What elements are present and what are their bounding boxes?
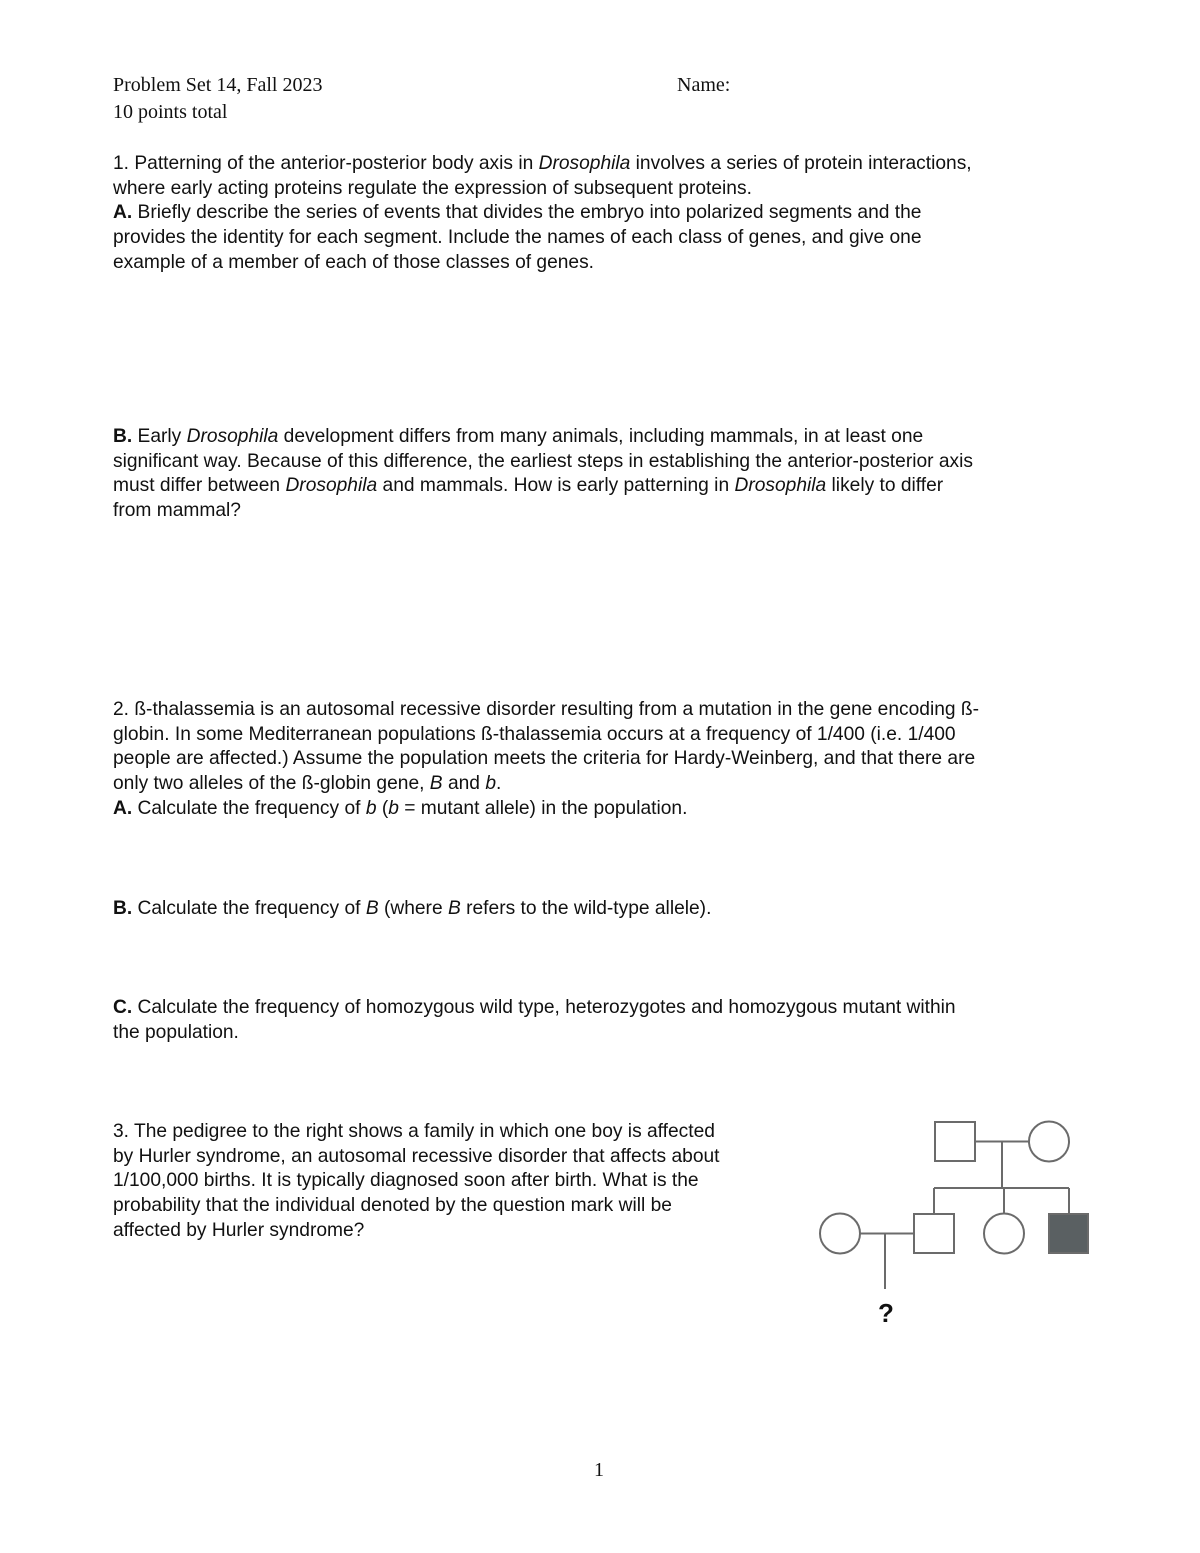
q2-line2: globin. In some Mediterranean populations ß-thalassemia occurs at a frequency of 1/400 (i.e. 1/400 xyxy=(113,723,956,745)
question-2 xyxy=(113,698,1098,822)
q1-intro-line1: 1. Patterning of the anterior-posterior body axis in Drosophila involves a series of protein interactions, xyxy=(113,153,972,174)
question-2c xyxy=(113,996,1098,1045)
q2a-line: A. Calculate the frequency of b (b = mutant allele) in the population. xyxy=(113,797,688,819)
q1b-line1: B. Early Drosophila development differs from many animals, including mammals, in at least one xyxy=(113,426,924,447)
q2c-line1: C. Calculate the frequency of homozygous wild type, heterozygotes and homozygous mutant within xyxy=(113,997,956,1018)
grandmother-female-circle xyxy=(1029,1122,1069,1162)
question-2b xyxy=(113,897,1098,922)
q2-line3: people are affected.) Assume the population meets the criteria for Hardy-Weinberg, and that there are xyxy=(113,748,976,770)
q1-intro-line2: where early acting proteins regulate the expression of subsequent proteins. xyxy=(113,177,752,199)
q1b-line4: from mammal? xyxy=(113,500,241,522)
q1b-line3: must differ between Drosophila and mammals. How is early patterning in Drosophila likely to differ xyxy=(113,475,944,497)
part-a-label: A. xyxy=(113,202,133,224)
part-b-label: B. xyxy=(113,426,133,447)
affected-son-square xyxy=(1049,1214,1088,1253)
son-male-square xyxy=(914,1214,954,1253)
q3-line5: affected by Hurler syndrome? xyxy=(113,1219,365,1241)
q3-line2: by Hurler syndrome, an autosomal recessive disorder that affects about xyxy=(113,1145,720,1167)
question-1 xyxy=(113,152,1098,276)
organism-name: Drosophila xyxy=(734,475,827,497)
question-1b xyxy=(113,425,1098,524)
q2-line4: only two alleles of the ß-globin gene, B and b. xyxy=(113,773,502,795)
problem-set-title: Problem Set 14, Fall 2023 xyxy=(113,74,323,96)
pedigree-diagram xyxy=(815,1115,1100,1335)
q2c-line2: the population. xyxy=(113,1021,239,1043)
spouse-female-circle xyxy=(820,1214,860,1254)
part-b-label: B. xyxy=(113,898,133,919)
part-c-label: C. xyxy=(113,997,133,1018)
q1a-line2: provides the identity for each segment. Include the names of each class of genes, and give one xyxy=(113,227,922,249)
question-3 xyxy=(113,1120,813,1244)
points-total: 10 points total xyxy=(113,101,228,123)
q2b-line: B. Calculate the frequency of B (where B refers to the wild-type allele). xyxy=(113,898,712,919)
organism-name: Drosophila xyxy=(186,426,279,447)
q1a-line3: example of a member of each of those classes of genes. xyxy=(113,251,595,273)
q1a-line1: A. Briefly describe the series of events that divides the embryo into polarized segments and the xyxy=(113,202,922,224)
q2-line1: 2. ß-thalassemia is an autosomal recessive disorder resulting from a mutation in the gene encoding ß- xyxy=(113,699,979,720)
daughter-female-circle xyxy=(984,1214,1024,1254)
q3-line1: 3. The pedigree to the right shows a family in which one boy is affected xyxy=(113,1121,715,1142)
organism-name: Drosophila xyxy=(285,475,378,497)
question-mark-label: ? xyxy=(878,1298,894,1328)
q3-line4: probability that the individual denoted by the question mark will be xyxy=(113,1195,672,1217)
q3-line3: 1/100,000 births. It is typically diagnosed soon after birth. What is the xyxy=(113,1170,699,1192)
name-label: Name: xyxy=(677,74,731,96)
grandfather-male-square xyxy=(935,1122,975,1161)
q1b-line2: significant way. Because of this difference, the earliest steps in establishing the anterior-posterior axis xyxy=(113,450,973,472)
part-a-label: A. xyxy=(113,797,133,819)
organism-name: Drosophila xyxy=(538,153,631,174)
page-number: 1 xyxy=(594,1459,604,1481)
